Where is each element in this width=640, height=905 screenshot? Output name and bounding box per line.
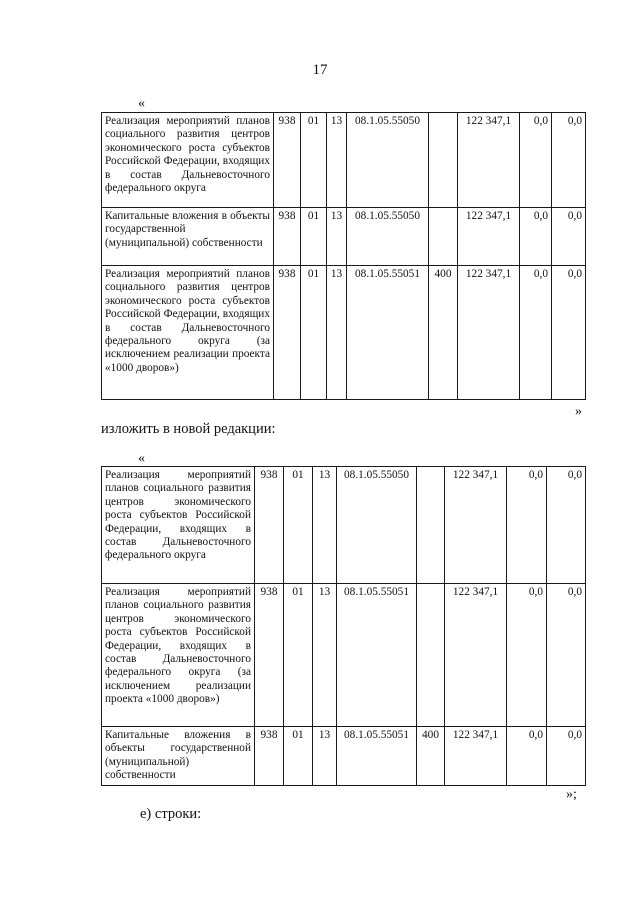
row-description: Капитальные вложения в объекты государственной (муниципальной) собственности [102,727,255,786]
value-cell: 0,0 [520,113,552,208]
row-description: Капитальные вложения в объекты государственной (муниципальной) собственности [102,208,274,266]
value-cell: 0,0 [552,113,586,208]
target-code-cell: 08.1.05.55050 [347,113,429,208]
row-description: Реализация мероприятий планов социального развития центров экономического роста субъектов Российской Федерации, входящих в состав Дальневосточного федерального округа [102,113,274,208]
expense-type-cell [429,208,458,266]
code-cell: 938 [255,584,284,727]
amount-cell: 122 347,1 [458,113,520,208]
code-cell: 13 [327,266,347,400]
code-cell: 01 [301,208,327,266]
amount-cell: 122 347,1 [445,467,507,584]
value-cell: 0,0 [547,584,586,727]
amount-cell: 122 347,1 [445,584,507,727]
value-cell: 0,0 [520,266,552,400]
value-cell: 0,0 [507,584,547,727]
code-cell: 01 [284,584,313,727]
row-description: Реализация мероприятий планов социального развития центров экономического роста субъектов Российской Федерации, входящих в состав Дальневосточного федерального округа (за исключением реализации проекта «1000 дворов») [102,584,255,727]
target-code-cell: 08.1.05.55050 [347,208,429,266]
open-quote-new: « [138,451,145,466]
code-cell: 13 [313,727,337,786]
table-row [102,467,586,584]
target-code-cell: 08.1.05.55051 [337,727,417,786]
code-cell: 01 [301,266,327,400]
code-cell: 01 [284,727,313,786]
table-row [102,113,586,208]
code-cell: 13 [313,467,337,584]
expense-type-cell: 400 [429,266,458,400]
value-cell: 0,0 [507,467,547,584]
code-cell: 13 [327,208,347,266]
target-code-cell: 08.1.05.55050 [337,467,417,584]
amount-cell: 122 347,1 [458,266,520,400]
open-quote-old: « [138,96,145,111]
target-code-cell: 08.1.05.55051 [347,266,429,400]
value-cell: 0,0 [547,467,586,584]
row-description: Реализация мероприятий планов социального развития центров экономического роста субъектов Российской Федерации, входящих в состав Дальневосточного федерального округа (за исключением реализации проекта «1000 дворов») [102,266,274,400]
close-quote-new: »; [566,787,577,802]
code-cell: 938 [255,727,284,786]
code-cell: 938 [274,113,301,208]
amount-cell: 122 347,1 [445,727,507,786]
target-code-cell: 08.1.05.55051 [337,584,417,727]
code-cell: 01 [284,467,313,584]
code-cell: 01 [301,113,327,208]
amount-cell: 122 347,1 [458,208,520,266]
code-cell: 938 [255,467,284,584]
value-cell: 0,0 [547,727,586,786]
row-description: Реализация мероприятий планов социального развития центров экономического роста субъектов Российской Федерации, входящих в состав Дальневосточного федерального округа [102,467,255,584]
budget-table-new [101,466,586,786]
value-cell: 0,0 [520,208,552,266]
value-cell: 0,0 [552,208,586,266]
table-row [102,584,586,727]
value-cell: 0,0 [552,266,586,400]
footer-item: е) строки: [140,806,202,822]
code-cell: 938 [274,208,301,266]
code-cell: 13 [313,584,337,727]
code-cell: 13 [327,113,347,208]
page-number: 17 [312,62,328,78]
code-cell: 938 [274,266,301,400]
table-row [102,727,586,786]
expense-type-cell: 400 [417,727,445,786]
value-cell: 0,0 [507,727,547,786]
table-row [102,208,586,266]
expense-type-cell [417,467,445,584]
close-quote-old: » [575,404,582,419]
heading-new-edition: изложить в новой редакции: [101,421,276,437]
table-row [102,266,586,400]
budget-table-old [101,112,586,400]
expense-type-cell [429,113,458,208]
expense-type-cell [417,584,445,727]
